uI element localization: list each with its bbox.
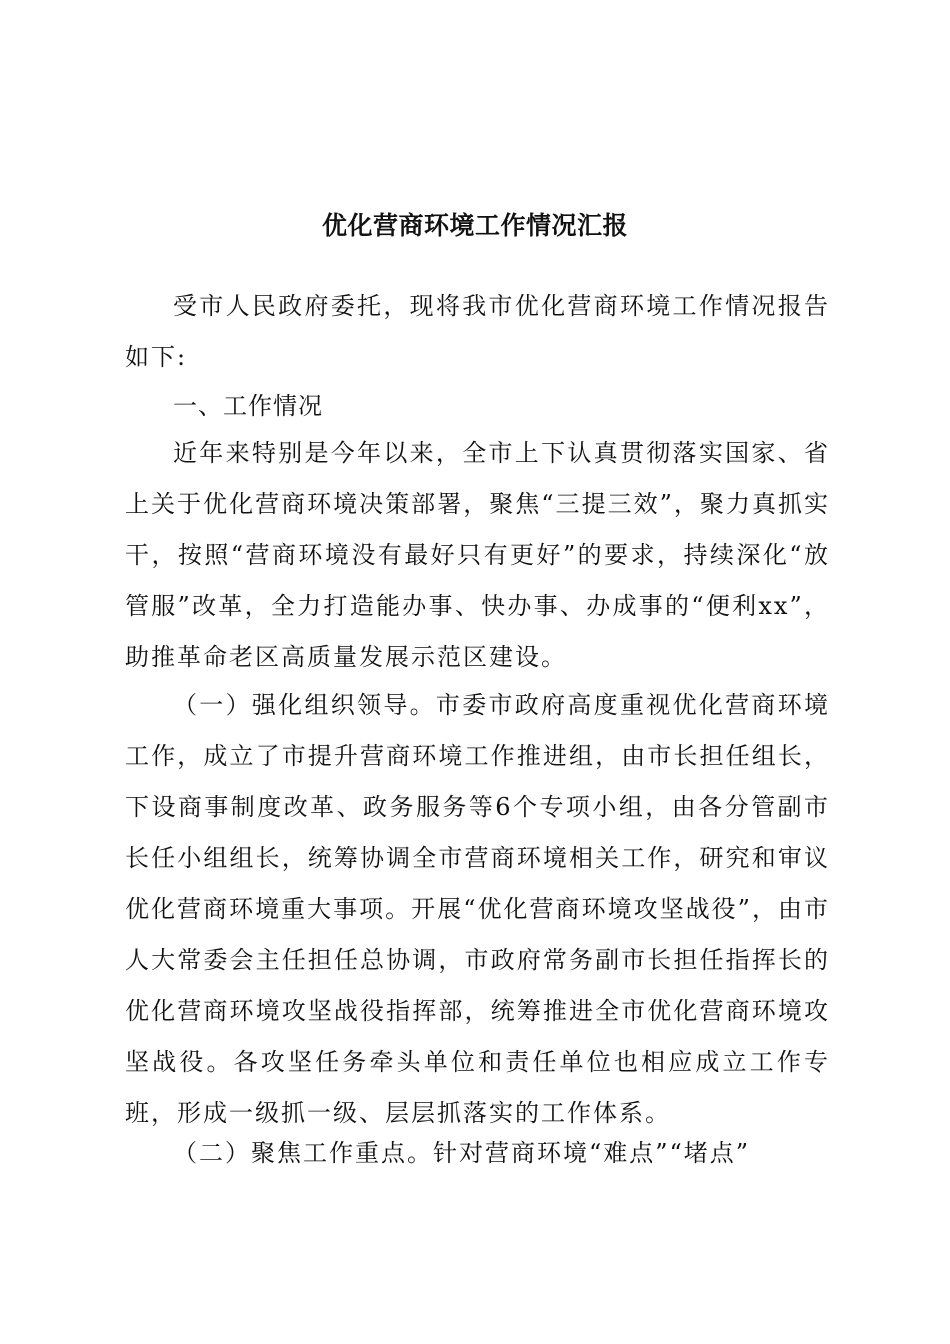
document-title: 优化营商环境工作情况汇报 [321, 211, 628, 240]
item-2-text: （二）聚焦工作重点。针对营商环境“难点”“堵点” [173, 1139, 751, 1167]
overview-paragraph [125, 428, 830, 683]
overview-text: 近年来特别是今年以来，全市上下认真贯彻落实国家、省上关于优化营商环境决策部署，聚焦“三提三效”，聚力真抓实干，按照“营商环境没有最好只有更好”的要求，持续深化“放管服”改革，全力打造能办事、快办事、办成事的“便利xx”，助推革命老区高质量发展示范区建设。 [125, 439, 830, 671]
intro-paragraph [125, 281, 830, 383]
section-heading [125, 381, 830, 432]
item-1-paragraph [125, 680, 830, 1139]
intro-text: 受市人民政府委托，现将我市优化营商环境工作情况报告如下: [125, 292, 830, 371]
section-1-heading: 一、工作情况 [173, 392, 323, 420]
item-2-paragraph [125, 1128, 830, 1179]
item-1-text: （一）强化组织领导。市委市政府高度重视优化营商环境工作，成立了市提升营商环境工作推进组，由市长担任组长，下设商事制度改革、政务服务等6个专项小组，由各分管副市长任小组组长，统筹协调全市营商环境相关工作，研究和审议优化营商环境重大事项。开展“优化营商环境攻坚战役”，由市人大常委会主任担任总协调，市政府常务副市长担任指挥长的优化营商环境攻坚战役指挥部，统筹推进全市优化营商环境攻坚战役。各攻坚任务牵头单位和责任单位也相应成立工作专班，形成一级抓一级、层层抓落实的工作体系。 [125, 691, 830, 1127]
